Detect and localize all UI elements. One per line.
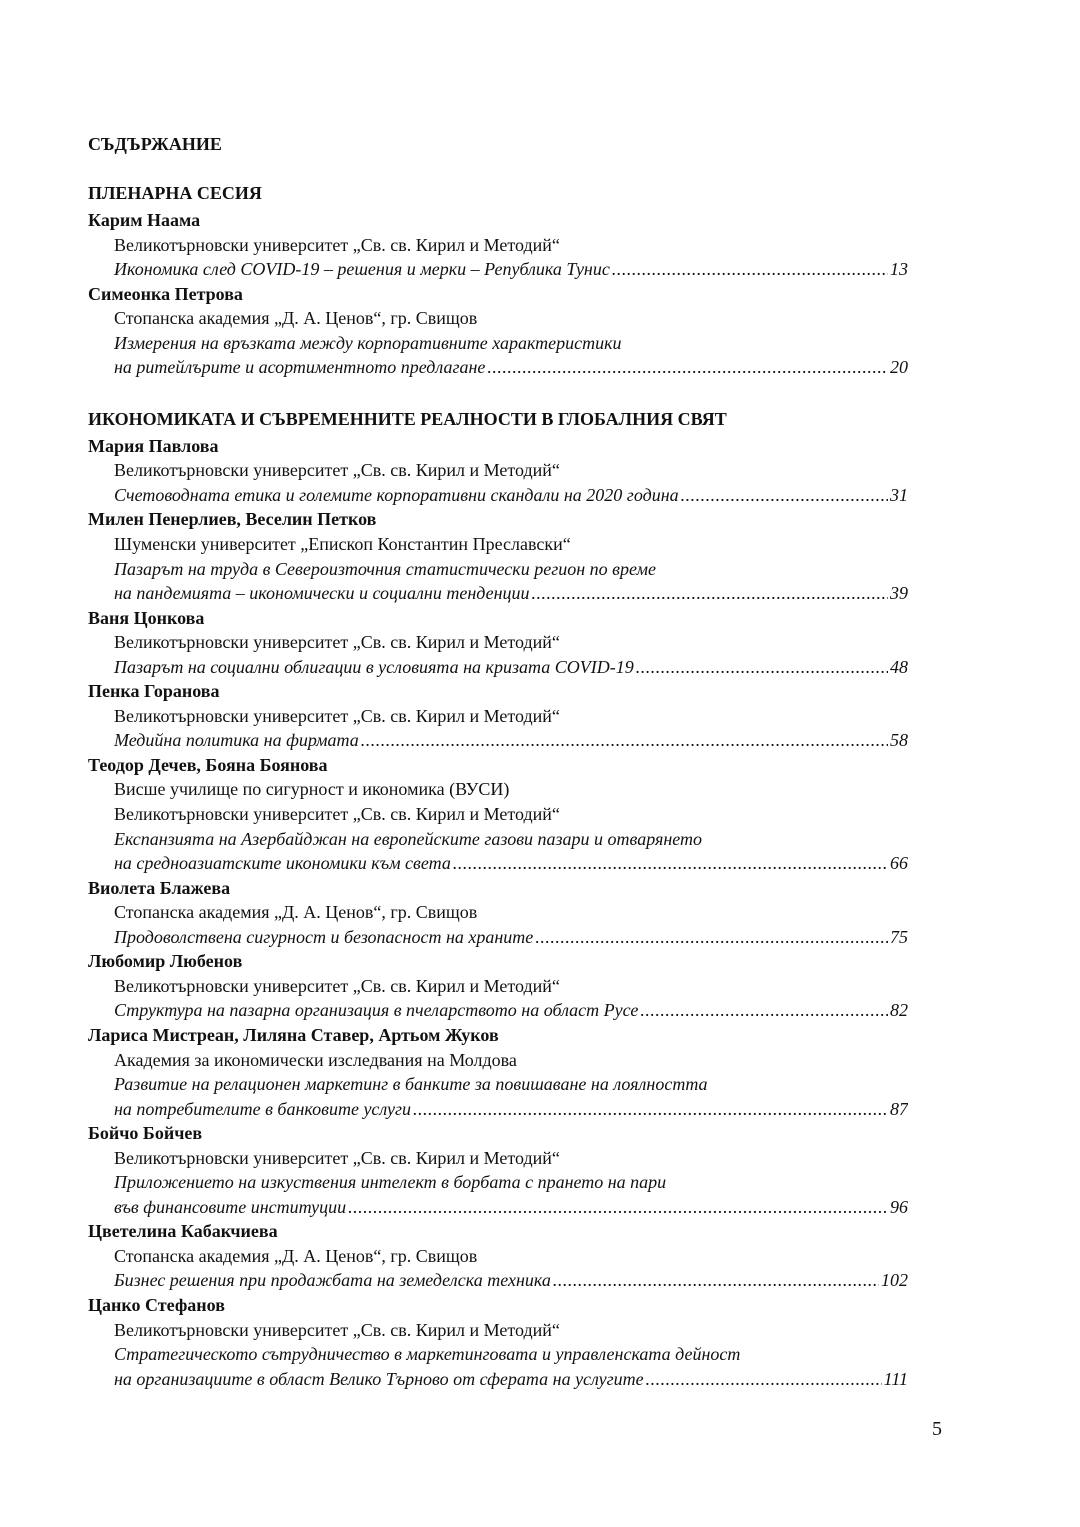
dot-leader <box>553 1268 879 1293</box>
entry-affiliation: Академия за икономически изследвания на Молдова <box>114 1049 517 1070</box>
entry-page-number: 20 <box>890 357 908 378</box>
dot-leader <box>348 1195 888 1220</box>
entry-page-number: 87 <box>890 1098 908 1119</box>
toc-sections <box>88 178 908 1391</box>
entry-title-row <box>88 925 908 950</box>
entry-title-line: във финансовите институции <box>114 1196 347 1217</box>
page-number: 5 <box>932 1418 942 1440</box>
entry-authors: Цанко Стефанов <box>88 1294 225 1315</box>
entry-title-line: Развитие на релационен маркетинг в банките за повишаване на лоялността <box>114 1074 708 1095</box>
entry-page-number: 58 <box>890 730 908 751</box>
toc-entry <box>88 949 908 1023</box>
entry-title-line: Пазарът на социални облигации в условията на кризата COVID-19 <box>114 656 634 677</box>
entry-page-number: 82 <box>890 1000 908 1021</box>
toc-entry <box>88 1023 908 1121</box>
entry-title-row <box>88 851 908 876</box>
entry-affiliation: Великотърновски университет „Св. св. Кирил и Методий“ <box>114 234 560 255</box>
entry-authors: Ваня Цонкова <box>88 607 205 628</box>
entry-title-line: Пазарът на труда в Североизточния статистически регион по време <box>114 558 656 579</box>
entry-title-line: на ритейлърите и асортиментното предлагане <box>114 357 486 378</box>
entry-title-row <box>88 1367 908 1392</box>
entry-affiliation: Стопанска академия „Д. А. Ценов“, гр. Свищов <box>114 902 478 923</box>
entry-title-line: на пандемията – икономически и социални тенденции <box>114 583 530 604</box>
entry-title-row <box>88 257 908 282</box>
toc-entry <box>88 1293 908 1391</box>
toc-entry <box>88 434 908 508</box>
toc-entry <box>88 507 908 605</box>
entry-title-line: Приложението на изкуствения интелект в борбата с прането на пари <box>114 1172 667 1193</box>
entry-title-row <box>88 998 908 1023</box>
entry-authors: Пенка Горанова <box>88 681 220 702</box>
dot-leader <box>535 925 888 950</box>
entry-page-number: 31 <box>890 484 908 505</box>
dot-leader <box>413 1097 888 1122</box>
dot-leader <box>453 851 888 876</box>
dot-leader <box>487 355 888 380</box>
dot-leader <box>681 483 888 508</box>
entry-authors: Цветелина Кабакчиева <box>88 1221 278 1242</box>
entry-authors: Бойчо Бойчев <box>88 1123 203 1144</box>
toc-entry <box>88 208 908 282</box>
toc-entry <box>88 1121 908 1219</box>
table-of-contents <box>88 128 908 1391</box>
entry-title-line: Продоволствена сигурност и безопасност на храните <box>114 926 534 947</box>
entry-page-number: 111 <box>883 1368 908 1389</box>
entry-title-line: на организациите в област Велико Търново от сферата на услугите <box>114 1368 644 1389</box>
toc-entry <box>88 876 908 950</box>
entry-affiliation: Великотърновски университет „Св. св. Кирил и Методий“ <box>114 1319 560 1340</box>
entry-title-line: Експанзията на Азербайджан на европейските газови пазари и отварянето <box>114 828 703 849</box>
toc-entry <box>88 282 908 380</box>
section-title: ПЛЕНАРНА СЕСИЯ <box>88 183 262 203</box>
entry-title-row <box>88 1097 908 1122</box>
entry-page-number: 13 <box>890 259 908 280</box>
entry-title-row <box>88 655 908 680</box>
entry-title-line: на потребителите в банковите услуги <box>114 1098 412 1119</box>
entry-title-line: Структура на пазарна организация в пчеларството на област Русе <box>114 1000 639 1021</box>
entry-title-line: Измерения на връзката между корпоративните характеристики <box>114 332 622 353</box>
dot-leader <box>361 728 888 753</box>
entry-title-row <box>88 581 908 606</box>
entry-authors: Карим Наама <box>88 210 201 230</box>
entry-affiliation: Великотърновски университет „Св. св. Кирил и Методий“ <box>114 632 560 653</box>
entry-title-row <box>88 1195 908 1220</box>
toc-entry <box>88 1219 908 1293</box>
entry-page-number: 39 <box>890 583 908 604</box>
entry-authors: Симеонка Петрова <box>88 283 243 304</box>
entry-affiliation: Великотърновски университет „Св. св. Кирил и Методий“ <box>114 1147 560 1168</box>
entry-authors: Любомир Любенов <box>88 951 243 972</box>
toc-title: СЪДЪРЖАНИЕ <box>88 134 222 154</box>
toc-entry <box>88 753 908 876</box>
entry-title-line: на средноазиатските икономики към света <box>114 853 451 874</box>
entry-title-row <box>88 483 908 508</box>
entry-title-row <box>88 355 908 380</box>
entry-authors: Виолета Блажева <box>88 877 231 898</box>
dot-leader <box>640 998 888 1023</box>
entry-affiliation: Висше училище по сигурност и икономика (ВУСИ) <box>114 779 510 800</box>
entry-page-number: 66 <box>890 853 908 874</box>
entry-page-number: 75 <box>890 926 908 947</box>
entry-authors: Теодор Дечев, Бояна Боянова <box>88 754 328 775</box>
entry-authors: Лариса Мистреан, Лиляна Ставер, Артьом Жуков <box>88 1024 499 1045</box>
entry-title-line: Стратегическото сътрудничество в маркетинговата и управленската дейност <box>114 1344 741 1365</box>
entry-affiliation: Великотърновски университет „Св. св. Кирил и Методий“ <box>114 705 560 726</box>
dot-leader <box>636 655 888 680</box>
toc-entry <box>88 679 908 753</box>
section-title: ИКОНОМИКАТА И СЪВРЕМЕННИТЕ РЕАЛНОСТИ В ГЛОБАЛНИЯ СВЯТ <box>88 408 727 429</box>
entry-authors: Милен Пенерлиев, Веселин Петков <box>88 509 377 530</box>
entry-title-line: Счетоводната етика и големите корпоративни скандали на 2020 година <box>114 484 679 505</box>
entry-title-line: Бизнес решения при продажбата на земеделска техника <box>114 1270 551 1291</box>
entry-affiliation: Великотърновски университет „Св. св. Кирил и Методий“ <box>114 975 560 996</box>
entry-title-row <box>88 1268 908 1293</box>
entry-page-number: 48 <box>890 656 908 677</box>
entry-authors: Мария Павлова <box>88 435 219 456</box>
entry-affiliation: Шуменски университет „Епископ Константин Преславски“ <box>114 534 571 555</box>
entry-title-line: Медийна политика на фирмата <box>114 730 359 751</box>
entry-page-number: 102 <box>881 1270 908 1291</box>
entry-affiliation: Стопанска академия „Д. А. Ценов“, гр. Свищов <box>114 308 478 329</box>
entry-title-row <box>88 728 908 753</box>
toc-entry <box>88 606 908 680</box>
entry-affiliation: Стопанска академия „Д. А. Ценов“, гр. Свищов <box>114 1245 478 1266</box>
entry-page-number: 96 <box>890 1196 908 1217</box>
entry-title-line: Икономика след COVID-19 – решения и мерки – Република Тунис <box>114 259 610 280</box>
dot-leader <box>646 1367 882 1392</box>
entry-affiliation: Великотърновски университет „Св. св. Кирил и Методий“ <box>114 460 560 481</box>
dot-leader <box>612 257 888 282</box>
dot-leader <box>532 581 889 606</box>
entry-affiliation: Великотърновски университет „Св. св. Кирил и Методий“ <box>114 804 560 825</box>
